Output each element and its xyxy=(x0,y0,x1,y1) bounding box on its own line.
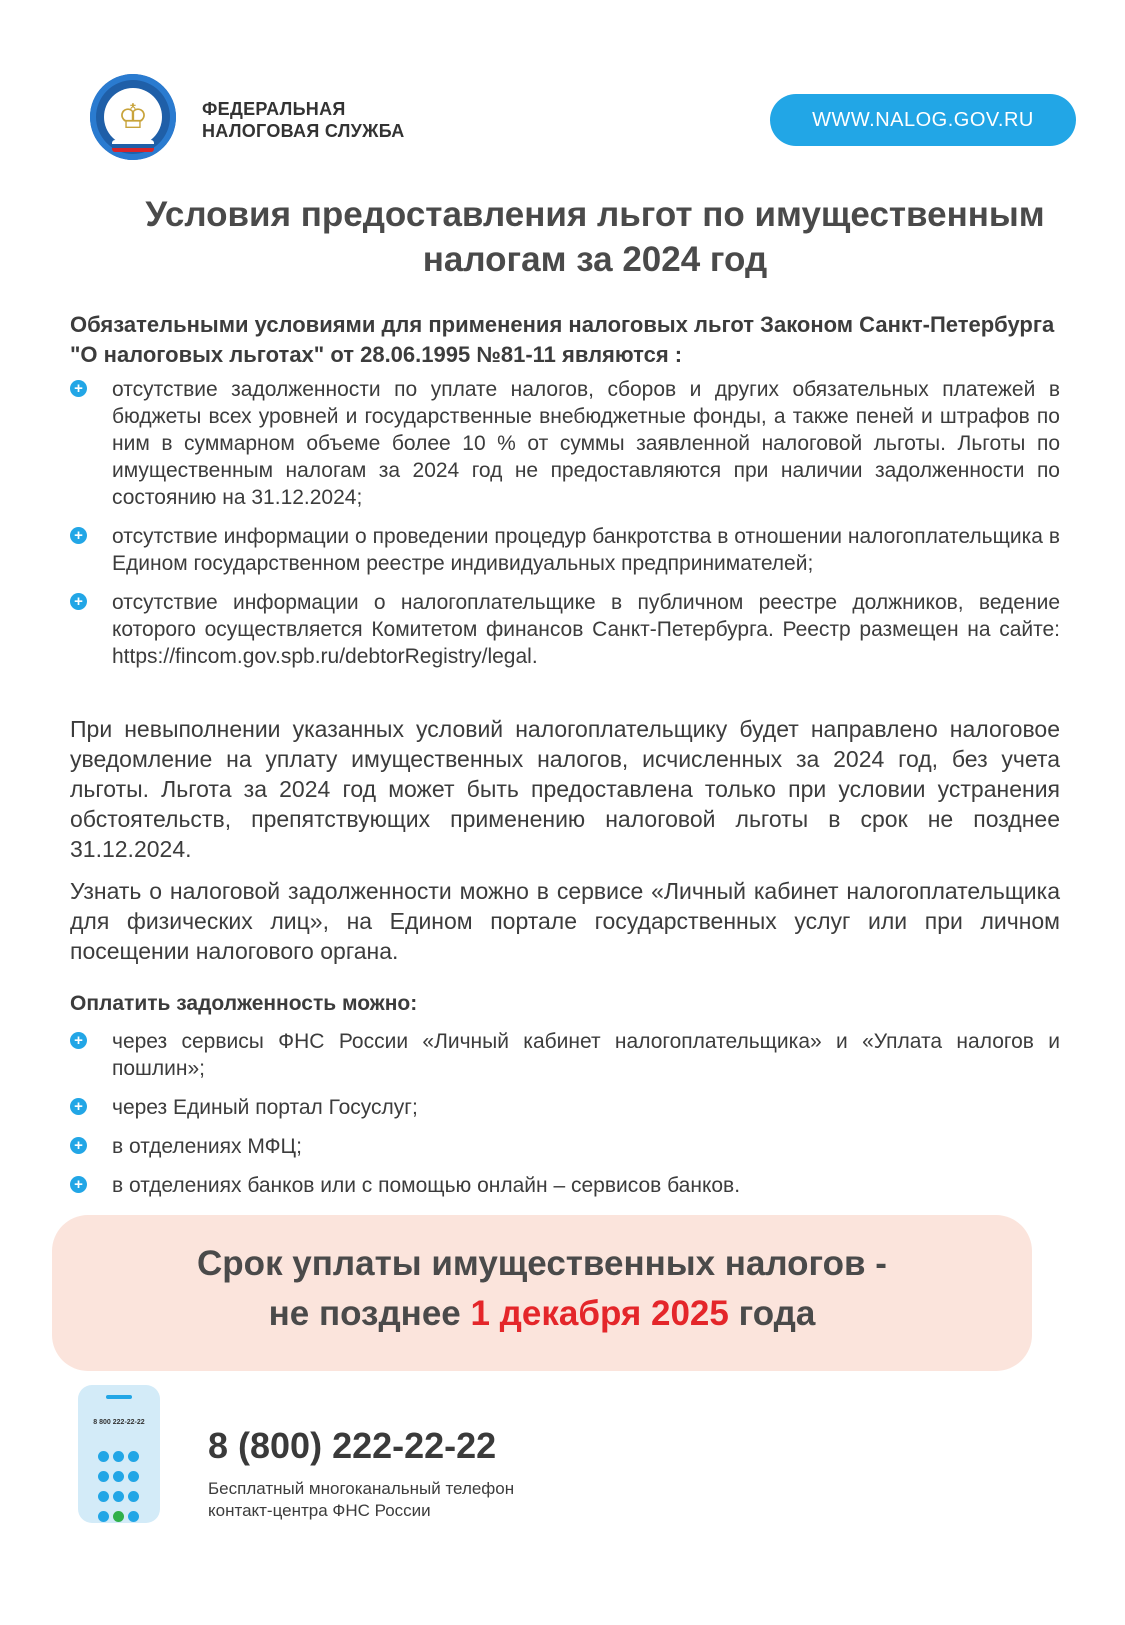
pay-method-text: в отделениях банков или с помощью онлайн – сервисов банков. xyxy=(112,1174,741,1197)
paragraph-how-to-check: Узнать о налоговой задолженности можно в сервисе «Личный кабинет налогоплательщика для физических лиц», на Едином портале государственных услуг или при личном посещении налогового органа. xyxy=(70,878,1060,964)
plus-circle-icon: + xyxy=(70,380,87,397)
list-item xyxy=(70,1028,1060,1082)
conditions-list xyxy=(70,376,1060,682)
list-item xyxy=(70,589,1060,670)
pay-method-text: через Единый портал Госуслуг; xyxy=(112,1096,418,1119)
list-item xyxy=(70,523,1060,577)
header xyxy=(86,72,1076,172)
plus-circle-icon: + xyxy=(70,1137,87,1154)
org-name-line2: НАЛОГОВАЯ СЛУЖБА xyxy=(202,121,405,141)
org-name xyxy=(202,98,422,142)
pay-title: Оплатить задолженность можно: xyxy=(70,992,418,1015)
hotline-number[interactable]: 8 (800) 222-22-22 xyxy=(208,1425,497,1466)
phone-card-number: 8 800 222-22-22 xyxy=(93,1419,145,1426)
list-item xyxy=(70,376,1060,511)
plus-circle-icon: + xyxy=(70,1098,87,1115)
paragraph-consequence: При невыполнении указанных условий налогоплательщику будет направлено налоговое уведомление на уплату имущественных налогов, исчисленных за 2024 год, без учета льготы. Льгота за 2024 год может быть предоставлена только при условии устранения обстоятельств, препятствующих применению налоговой льготы в срок не позднее 31.12.2024. xyxy=(70,716,1060,862)
pay-method-text: в отделениях МФЦ; xyxy=(112,1135,302,1158)
pay-method-text: через сервисы ФНС России «Личный кабинет налогоплательщика» и «Уплата налогов и пошлин»; xyxy=(112,1030,1060,1080)
deadline-suffix: года xyxy=(728,1294,816,1333)
condition-text: отсутствие информации о налогоплательщике в публичном реестре должников, ведение которого осуществляется Комитетом финансов Санкт-Петербурга. Реестр размещен на сайте: https://fincom.gov.spb.ru/debtorRegistry/legal. xyxy=(112,591,1060,668)
plus-circle-icon: + xyxy=(70,1176,87,1193)
list-item xyxy=(70,1172,1060,1199)
list-item xyxy=(70,1094,1060,1121)
title-line2: налогам за 2024 год xyxy=(422,240,768,279)
phone-keypad-icon xyxy=(78,1385,160,1523)
deadline-banner xyxy=(52,1215,1032,1371)
title-line1: Условия предоставления льгот по имущественным xyxy=(145,195,1045,234)
deadline-line1: Срок уплаты имущественных налогов - xyxy=(197,1244,887,1283)
deadline-line2 xyxy=(52,1289,1032,1339)
hotline-caption-line2: контакт-центра ФНС России xyxy=(208,1501,431,1520)
hotline-caption xyxy=(208,1478,608,1522)
intro-text: Обязательными условиями для применения налоговых льгот Законом Санкт-Петербурга "О налоговых льготах" от 28.06.1995 №81-11 являются : xyxy=(70,312,1055,367)
pay-methods-list xyxy=(70,1028,1060,1211)
hotline-caption-line1: Бесплатный многоканальный телефон xyxy=(208,1479,515,1498)
org-name-line1: ФЕДЕРАЛЬНАЯ xyxy=(202,99,346,119)
list-item xyxy=(70,1133,1060,1160)
plus-circle-icon: + xyxy=(70,527,87,544)
plus-circle-icon: + xyxy=(70,593,87,610)
plus-circle-icon: + xyxy=(70,1032,87,1049)
condition-text: отсутствие задолженности по уплате налогов, сборов и других обязательных платежей в бюджеты всех уровней и государственные внебюджетные фонды, а также пеней и штрафов по ним в суммарном объеме более 10 % от суммы заявленной налоговой льготы. Льготы по имущественным налогам за 2024 год не предоставляются при наличии задолженности по состоянию на 31.12.2024; xyxy=(112,378,1060,509)
deadline-date: 1 декабря 2025 xyxy=(470,1294,729,1333)
fns-emblem-icon: ♔ xyxy=(90,74,176,160)
page-title xyxy=(100,192,1090,282)
website-link[interactable]: WWW.NALOG.GOV.RU xyxy=(770,94,1076,146)
condition-text: отсутствие информации о проведении процедур банкротства в отношении налогоплательщика в Едином государственном реестре индивидуальных предпринимателей; xyxy=(112,525,1060,575)
deadline-prefix: не позднее xyxy=(268,1294,471,1333)
